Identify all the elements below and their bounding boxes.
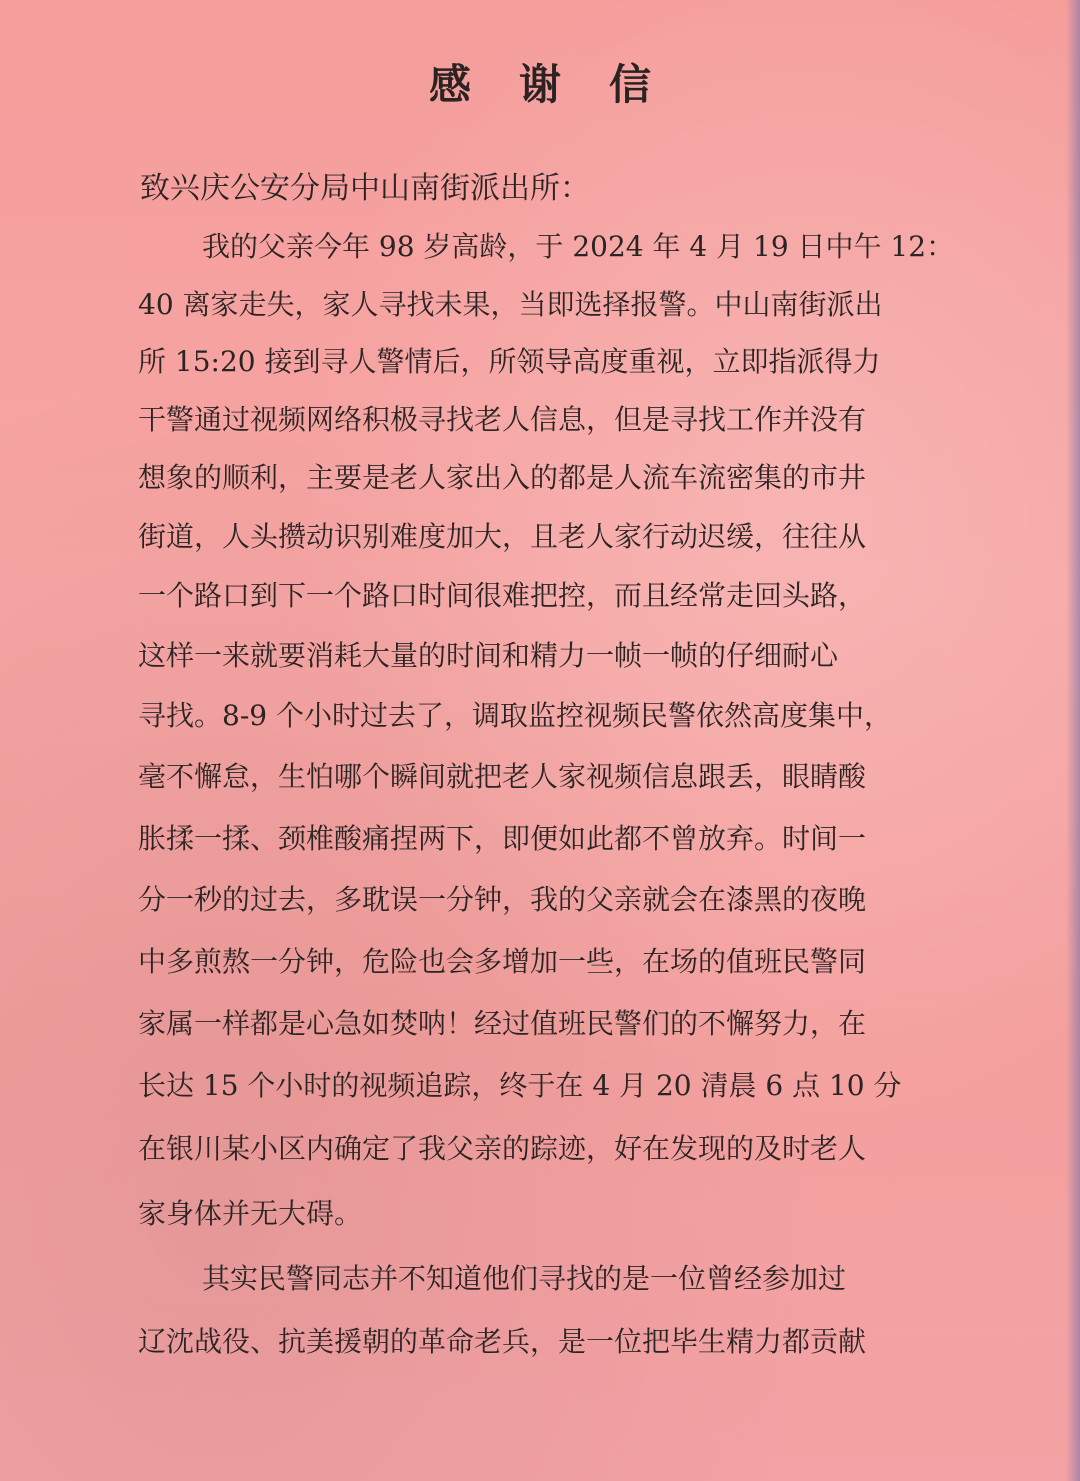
- paragraph1-line: 在银川某小区内确定了我父亲的踪迹，好在发现的及时老人: [138, 1132, 867, 1165]
- paragraph1-line: 想象的顺利，主要是老人家出入的都是人流车流密集的市井: [138, 461, 867, 494]
- paragraph1-line: 我的父亲今年 98 岁高龄，于 2024 年 4 月 19 日中午 12：: [202, 230, 955, 263]
- paragraph1-line: 一个路口到下一个路口时间很难把控，而且经常走回头路，: [138, 579, 867, 612]
- paragraph1-line: 长达 15 个小时的视频追踪，终于在 4 月 20 清晨 6 点 10 分: [138, 1069, 902, 1102]
- paragraph1-line: 分一秒的过去，多耽误一分钟，我的父亲就会在漆黑的夜晚: [138, 883, 867, 916]
- paragraph1-line: 毫不懈怠，生怕哪个瞬间就把老人家视频信息跟丢，眼睛酸: [138, 760, 867, 793]
- paragraph1-line: 所 15:20 接到寻人警情后，所领导高度重视，立即指派得力: [138, 345, 881, 378]
- paragraph1-line: 胀揉一揉、颈椎酸痛捏两下，即便如此都不曾放弃。时间一: [138, 822, 867, 855]
- letter-title: 感谢信: [428, 60, 699, 109]
- paragraph1-line: 中多煎熬一分钟，危险也会多增加一些，在场的值班民警同: [138, 945, 867, 978]
- letter-salutation: 致兴庆公安分局中山南街派出所：: [140, 171, 590, 206]
- paragraph1-line: 寻找。8-9 个小时过去了，调取监控视频民警依然高度集中，: [138, 699, 892, 732]
- paragraph1-line: 干警通过视频网络积极寻找老人信息，但是寻找工作并没有: [138, 403, 867, 436]
- background-edge: [1066, 0, 1080, 1481]
- paragraph1-line: 40 离家走失，家人寻找未果，当即选择报警。中山南街派出: [138, 288, 883, 321]
- paragraph2-line: 辽沈战役、抗美援朝的革命老兵，是一位把毕生精力都贡献: [138, 1325, 867, 1358]
- paragraph2-line: 其实民警同志并不知道他们寻找的是一位曾经参加过: [202, 1262, 847, 1295]
- paragraph1-line: 街道，人头攒动识别难度加大，且老人家行动迟缓，往往从: [138, 520, 867, 553]
- paragraph1-line: 家身体并无大碍。: [138, 1197, 363, 1230]
- paragraph1-line: 家属一样都是心急如焚呐！经过值班民警们的不懈努力，在: [138, 1007, 867, 1040]
- paragraph1-line: 这样一来就要消耗大量的时间和精力一帧一帧的仔细耐心: [138, 639, 839, 672]
